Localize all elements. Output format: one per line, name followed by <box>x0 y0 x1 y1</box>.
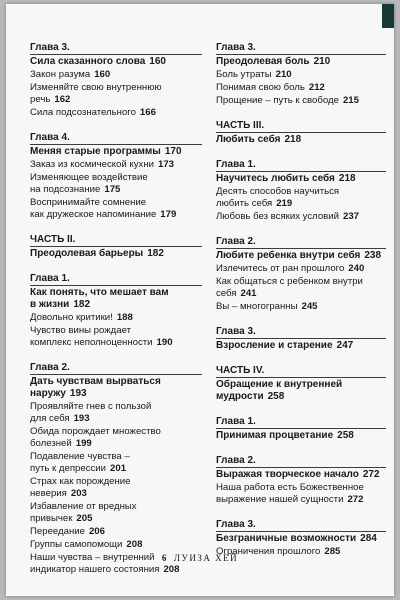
toc-entry-title-line: как дружеское напоминание <box>30 209 157 220</box>
toc-section <box>216 416 386 443</box>
toc-entry-page-number: 272 <box>347 494 364 505</box>
heading-underline <box>30 285 202 286</box>
toc-section-heading: Глава 3. <box>216 326 256 337</box>
heading-underline <box>216 338 386 339</box>
toc-entry-title-line: Принимая процветание <box>216 430 334 441</box>
toc-entry <box>216 469 386 482</box>
toc-entry-title-line: Десять способов научиться <box>216 186 340 197</box>
toc-section-heading: Глава 3. <box>30 42 70 53</box>
toc-right-column <box>216 42 386 571</box>
toc-entry <box>216 340 386 353</box>
toc-entry-page-number: 284 <box>360 533 377 544</box>
heading-underline <box>216 132 386 133</box>
toc-entry <box>30 501 202 526</box>
toc-entry <box>30 146 202 159</box>
toc-entry-title-line: Научитесь любить себя <box>216 173 335 184</box>
toc-entry-page-number: 182 <box>147 248 164 259</box>
toc-entry-title-line: Заказ из космической кухни <box>30 159 154 170</box>
toc-entry <box>216 263 386 276</box>
toc-entry-title-line: Изменяйте свою внутреннюю <box>30 82 162 93</box>
toc-entry-page-number: 240 <box>348 263 365 274</box>
toc-entry-title-line: Вы – многогранны <box>216 301 298 312</box>
toc-entry-title-line: речь <box>30 94 51 105</box>
footer-page-number: 6 <box>161 553 168 563</box>
toc-entry-title-line: Преодолевая боль <box>216 56 310 67</box>
toc-entry-title-line: на подсознание <box>30 184 101 195</box>
toc-entry-title-line: Прощение – путь к свободе <box>216 95 339 106</box>
toc-entry <box>216 301 386 314</box>
toc-entry-page-number: 210 <box>275 69 292 80</box>
toc-entry-title-line: привычек <box>30 513 73 524</box>
toc-section <box>216 120 386 147</box>
heading-underline <box>30 246 202 247</box>
toc-entry-title-line: Подавление чувства – <box>30 451 130 462</box>
toc-section-heading: Глава 4. <box>30 132 70 143</box>
toc-section <box>216 455 386 507</box>
toc-entry <box>216 95 386 108</box>
toc-entry-page-number: 193 <box>73 413 90 424</box>
toc-entry-page-number: 199 <box>75 438 92 449</box>
toc-entry-page-number: 208 <box>163 564 180 575</box>
heading-underline <box>30 54 202 55</box>
toc-entry <box>216 173 386 186</box>
toc-section-heading: Глава 3. <box>216 519 256 530</box>
toc-section-heading: Глава 2. <box>216 455 256 466</box>
toc-entry-page-number: 237 <box>343 211 360 222</box>
toc-entry-page-number: 208 <box>126 539 143 550</box>
toc-entry-page-number: 241 <box>240 288 257 299</box>
toc-entry-title-line: Сила подсознательного <box>30 107 136 118</box>
toc-entry-title-line: любить себя <box>216 198 273 209</box>
toc-entry-title-line: Переедание <box>30 526 85 537</box>
heading-underline <box>216 248 386 249</box>
toc-entry-title-line: Наша работа есть Божественное <box>216 482 364 493</box>
toc-entry-title-line: Ограничения прошлого <box>216 546 321 557</box>
heading-underline <box>216 467 386 468</box>
toc-section <box>30 362 202 577</box>
toc-entry-title-line: неверия <box>30 488 67 499</box>
toc-entry <box>30 312 202 325</box>
toc-section <box>216 326 386 353</box>
toc-entry-page-number: 175 <box>104 184 121 195</box>
toc-section <box>216 159 386 224</box>
toc-entry <box>30 476 202 501</box>
toc-entry <box>216 56 386 69</box>
corner-mark <box>382 4 394 28</box>
toc-entry <box>30 197 202 222</box>
toc-entry <box>216 430 386 443</box>
toc-section <box>30 132 202 222</box>
toc-section-heading: ЧАСТЬ II. <box>30 234 76 245</box>
toc-entry <box>30 82 202 107</box>
toc-entry-title-line: Взросление и старение <box>216 340 333 351</box>
toc-entry-title-line: Воспринимайте сомнение <box>30 197 147 208</box>
toc-entry-page-number: 215 <box>342 95 359 106</box>
toc-entry-title-line: Чувство вины рождает <box>30 325 132 336</box>
toc-entry-page-number: 245 <box>301 301 318 312</box>
toc-entry-page-number: 272 <box>362 469 380 480</box>
toc-entry-page-number: 166 <box>139 107 156 118</box>
toc-entry-title-line: Боль утраты <box>216 69 272 80</box>
toc-section <box>216 42 386 108</box>
toc-entry-title-line: болезней <box>30 438 72 449</box>
toc-entry-page-number: 182 <box>73 299 91 310</box>
toc-entry-title-line: Дать чувствам вырваться <box>30 376 161 387</box>
toc-entry-title-line: Выражая творческое начало <box>216 469 359 480</box>
toc-entry-page-number: 162 <box>54 94 71 105</box>
toc-entry <box>30 107 202 120</box>
toc-entry-page-number: 201 <box>110 463 127 474</box>
toc-entry <box>30 539 202 552</box>
heading-underline <box>30 374 202 375</box>
toc-entry <box>30 287 202 312</box>
toc-section <box>216 365 386 404</box>
toc-entry-page-number: 218 <box>284 134 302 145</box>
toc-entry-page-number: 205 <box>76 513 93 524</box>
book-page <box>6 4 394 596</box>
toc-entry-title-line: мудрости <box>216 391 264 402</box>
toc-section <box>216 236 386 314</box>
toc-entry-title-line: Закон разума <box>30 69 91 80</box>
toc-entry-title-line: Наши чувства – внутренний <box>30 552 155 563</box>
toc-entry-page-number: 193 <box>69 388 87 399</box>
toc-entry-page-number: 238 <box>364 250 382 261</box>
toc-entry <box>216 211 386 224</box>
footer-author: ЛУИЗА ХЕЙ <box>173 553 239 563</box>
toc-entry <box>216 186 386 211</box>
toc-entry-page-number: 247 <box>336 340 354 351</box>
toc-entry-title-line: Излечитесь от ран прошлого <box>216 263 345 274</box>
toc-entry-title-line: Группы самопомощи <box>30 539 123 550</box>
toc-section-heading: Глава 1. <box>30 273 70 284</box>
toc-entry-page-number: 188 <box>116 312 133 323</box>
toc-entry <box>216 482 386 507</box>
toc-entry-page-number: 212 <box>308 82 325 93</box>
toc-entry-title-line: Меняя старые программы <box>30 146 161 157</box>
toc-entry <box>30 401 202 426</box>
toc-section-heading: Глава 1. <box>216 416 256 427</box>
toc-section-heading: Глава 2. <box>216 236 256 247</box>
toc-entry-title-line: Избавление от вредных <box>30 501 137 512</box>
toc-entry-title-line: в жизни <box>30 299 70 310</box>
toc-entry <box>30 376 202 401</box>
toc-entry <box>30 325 202 350</box>
toc-entry-title-line: Обращение к внутренней <box>216 379 343 390</box>
toc-entry-page-number: 160 <box>94 69 111 80</box>
toc-section-heading: Глава 3. <box>216 42 256 53</box>
toc-entry-title-line: комплекс неполноценности <box>30 337 153 348</box>
toc-entry <box>30 526 202 539</box>
toc-entry <box>30 56 202 69</box>
toc-entry <box>30 451 202 476</box>
toc-entry-title-line: Довольно критики! <box>30 312 113 323</box>
toc-entry-page-number: 203 <box>70 488 87 499</box>
toc-entry-page-number: 206 <box>88 526 105 537</box>
toc-entry <box>30 159 202 172</box>
heading-underline <box>216 54 386 55</box>
heading-underline <box>30 144 202 145</box>
toc-section-heading: Глава 1. <box>216 159 256 170</box>
toc-entry <box>30 248 202 261</box>
toc-entry <box>216 276 386 301</box>
toc-section <box>30 234 202 261</box>
toc-entry-title-line: Понимая свою боль <box>216 82 305 93</box>
toc-entry-page-number: 258 <box>337 430 354 441</box>
toc-entry-title-line: Как общаться с ребенком внутри <box>216 276 363 287</box>
toc-entry <box>216 250 386 263</box>
toc-entry-page-number: 190 <box>156 337 173 348</box>
toc-entry-title-line: Преодолевая барьеры <box>30 248 144 259</box>
toc-entry-page-number: 160 <box>149 56 166 67</box>
heading-underline <box>216 428 386 429</box>
toc-entry-title-line: индикатор нашего состояния <box>30 564 160 575</box>
toc-entry-title-line: себя <box>216 288 237 299</box>
heading-underline <box>216 377 386 378</box>
heading-underline <box>216 531 386 532</box>
toc-entry-title-line: Безграничные возможности <box>216 533 357 544</box>
toc-entry-title-line: Сила сказанного слова <box>30 56 146 67</box>
toc-entry <box>216 134 386 147</box>
toc-entry-title-line: Изменяющее воздействие <box>30 172 148 183</box>
toc-entry-title-line: Любовь без всяких условий <box>216 211 339 222</box>
toc-entry-title-line: выражение нашей сущности <box>216 494 344 505</box>
page-footer <box>6 553 394 563</box>
toc-entry-title-line: Любите ребенка внутри себя <box>216 250 361 261</box>
toc-entry-page-number: 210 <box>313 56 331 67</box>
toc-entry-title-line: Как понять, что мешает вам <box>30 287 169 298</box>
toc-entry-title-line: Страх как порождение <box>30 476 131 487</box>
toc-entry-page-number: 173 <box>158 159 175 170</box>
toc-entry <box>30 69 202 82</box>
toc-entry-page-number: 179 <box>160 209 177 220</box>
toc-entry-title-line: путь к депрессии <box>30 463 107 474</box>
toc-section <box>30 42 202 120</box>
toc-entry-page-number: 218 <box>338 173 356 184</box>
toc-entry-page-number: 258 <box>267 391 285 402</box>
toc-entry-page-number: 285 <box>324 546 341 557</box>
toc-entry-page-number: 170 <box>164 146 182 157</box>
toc-section-heading: Глава 2. <box>30 362 70 373</box>
toc-entry-title-line: наружу <box>30 388 66 399</box>
toc-entry-title-line: для себя <box>30 413 70 424</box>
toc-entry-page-number: 219 <box>276 198 293 209</box>
toc-section-heading: ЧАСТЬ IV. <box>216 365 265 376</box>
toc-entry-title-line: Любить себя <box>216 134 281 145</box>
heading-underline <box>216 171 386 172</box>
toc-left-column <box>30 42 202 589</box>
toc-entry-title-line: Обида порождает множество <box>30 426 161 437</box>
toc-entry <box>30 426 202 451</box>
toc-entry <box>216 533 386 546</box>
toc-entry-title-line: Проявляйте гнев с пользой <box>30 401 152 412</box>
toc-section <box>30 273 202 350</box>
toc-entry <box>30 172 202 197</box>
toc-section-heading: ЧАСТЬ III. <box>216 120 265 131</box>
toc-entry <box>216 379 386 404</box>
toc-entry <box>216 82 386 95</box>
toc-entry <box>216 69 386 82</box>
